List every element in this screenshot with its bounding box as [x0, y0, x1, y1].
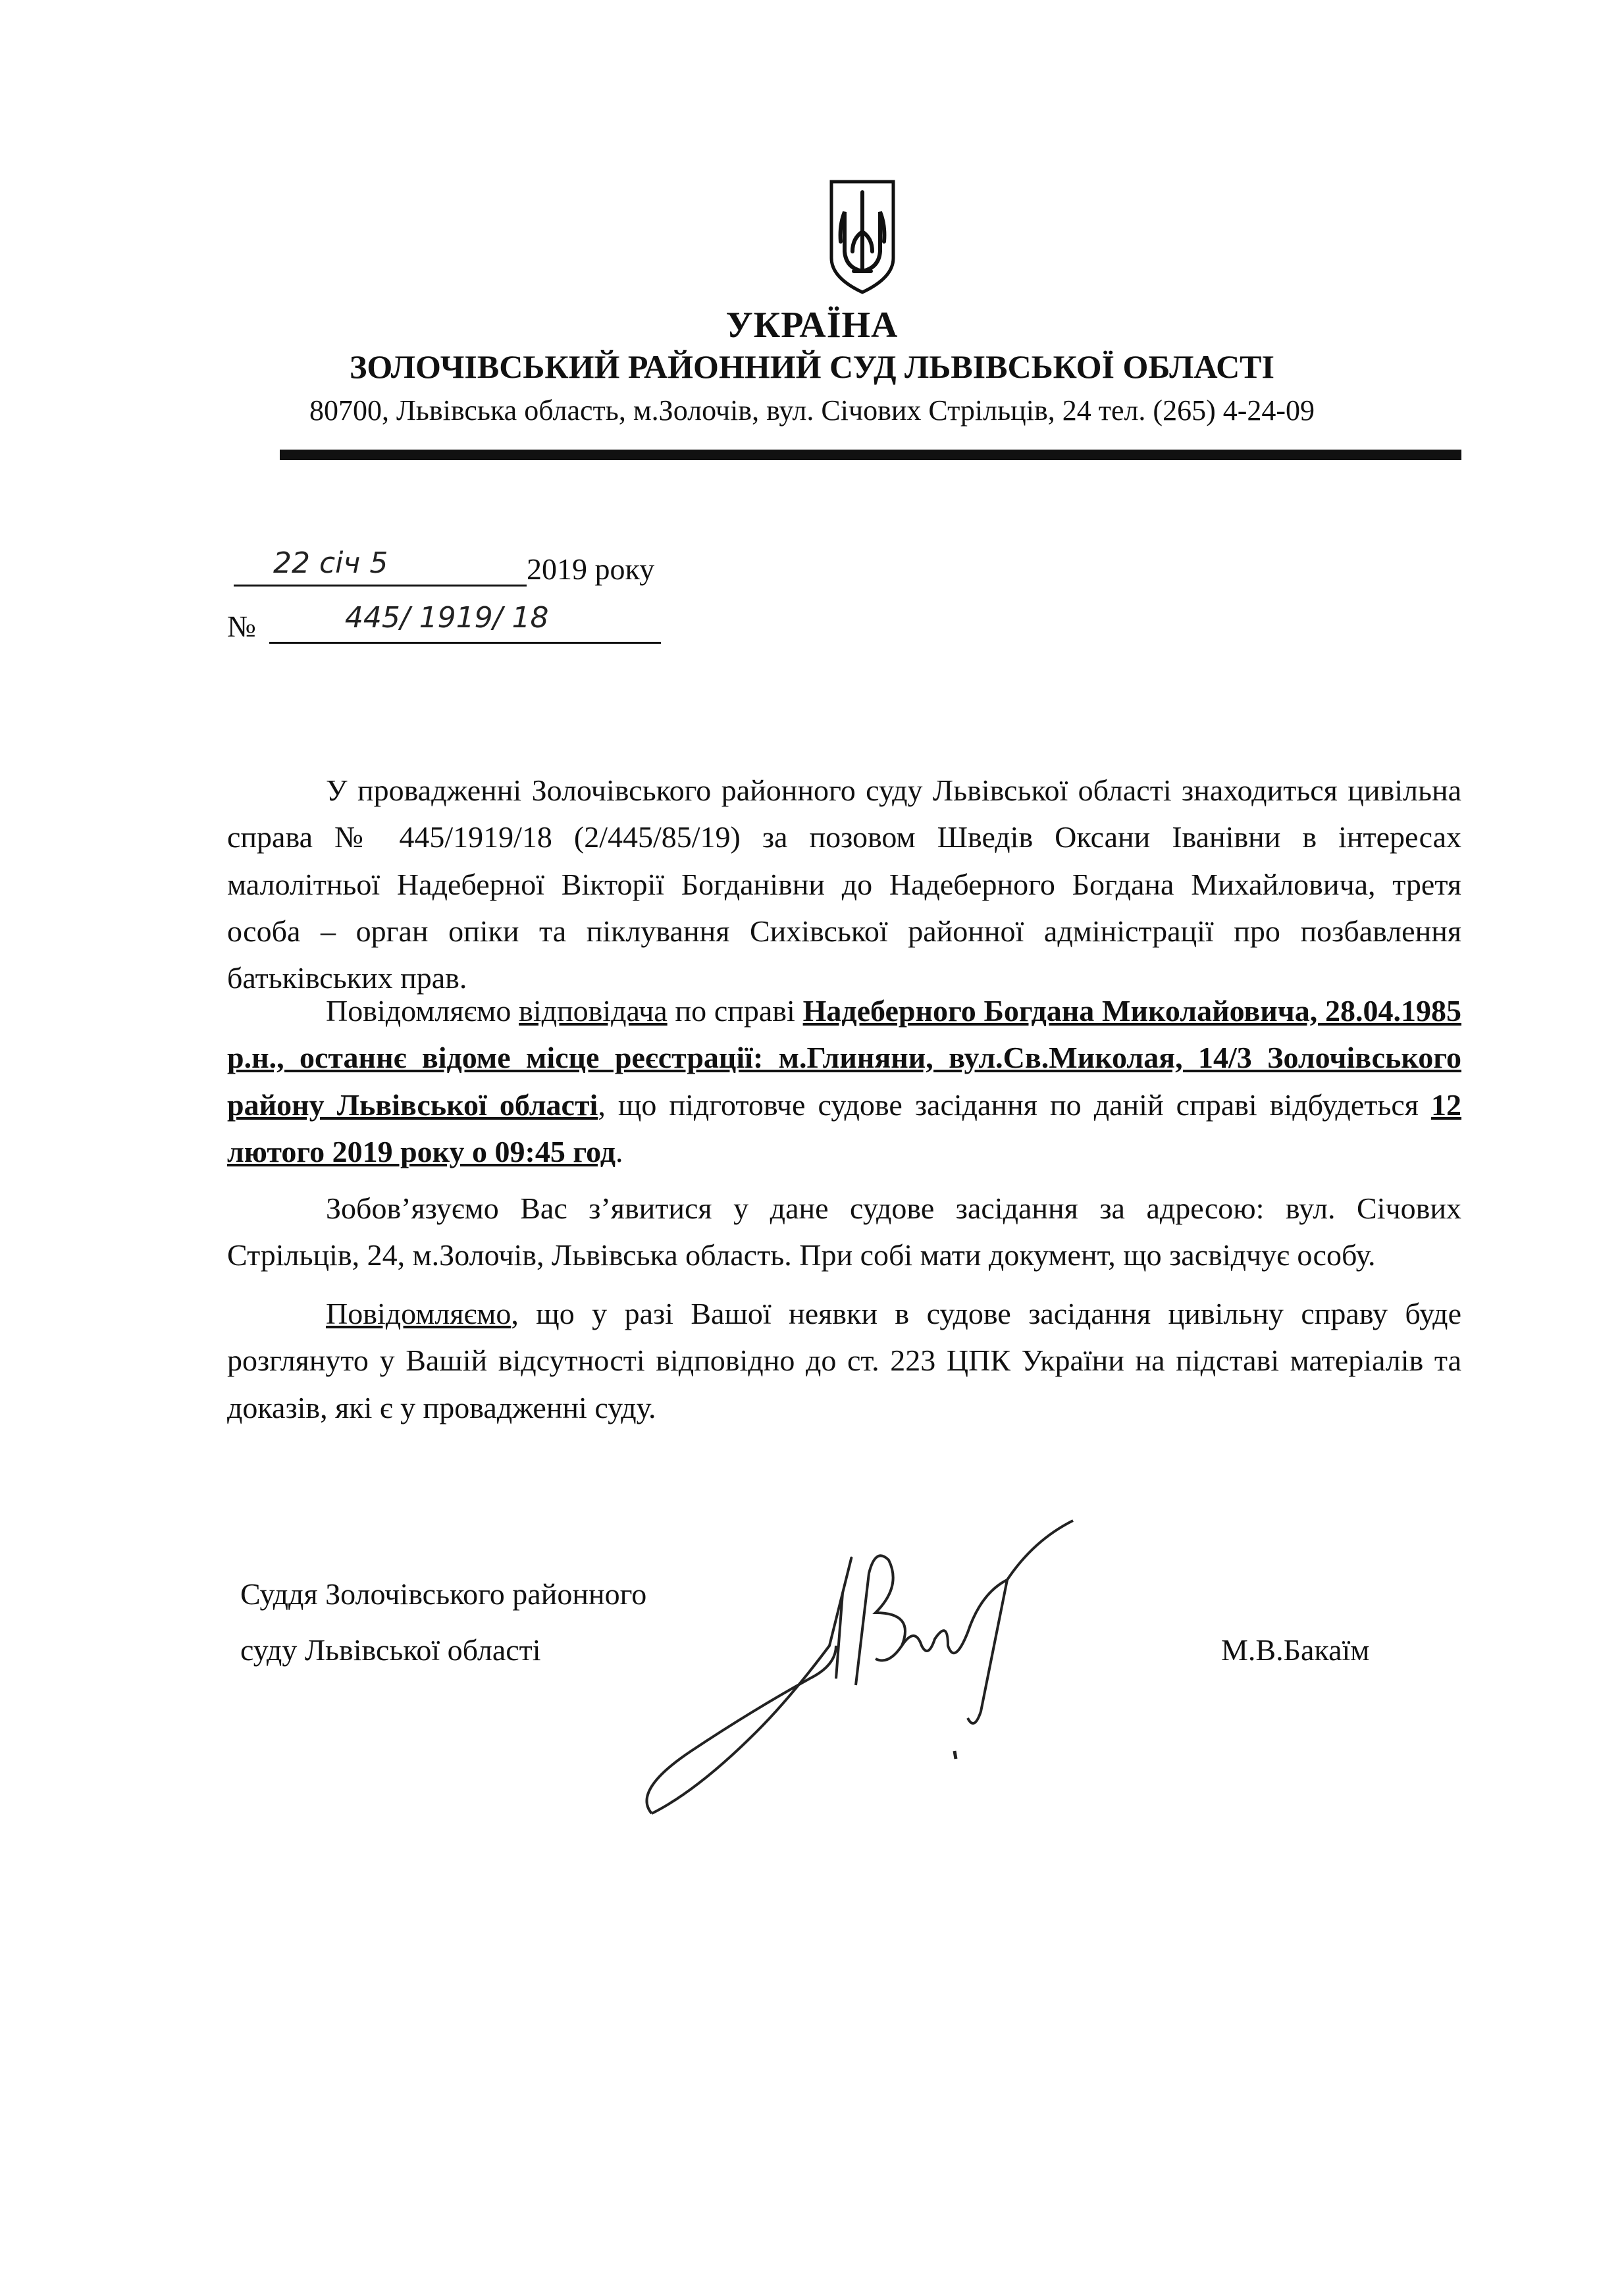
paragraph-warning [227, 1290, 1461, 1431]
paragraph-summons [227, 1185, 1461, 1279]
p2-hearing-datetime: 12 лютого 2019 року о 09:45 год [227, 1087, 1462, 1168]
handwritten-case-number: 445/ 1919/ 18 [344, 601, 549, 635]
paragraph-3-text: Зобов’язуємо Вас з’явитися у дане судове засідання за адресою: вул. Січових Стрільців, 24, м.Золочів, Львівська область. При собі мати документ, що засвідчує особу. [227, 1191, 1461, 1272]
p2-part-c: по справі [667, 994, 803, 1028]
country-title: УКРАЇНА [725, 305, 899, 346]
paragraph-notice [227, 987, 1461, 1175]
paragraph-case-info [227, 767, 1461, 1001]
p4-rest: , що у разі Вашої неявки в судове засідання цивільну справу буде розглянуто у Вашій відсутності відповідно до ст. 223 ЦПК України на підставі матеріалів та доказів, які є у провадженні суду. [227, 1297, 1461, 1424]
number-blank [269, 601, 661, 644]
p2-respondent-details: Надеберного Богдана Миколайовича, 28.04.1985 р.н., останнє відоме місце реєстрації: м.Глиняни, вул.Св.Миколая, 14/3 Золочівського району Львівської області [227, 994, 1461, 1122]
number-line [227, 601, 661, 644]
date-blank [234, 546, 527, 587]
court-name: ЗОЛОЧІВСЬКИЙ РАЙОННИЙ СУД ЛЬВІВСЬКОЇ ОБЛАСТІ [350, 348, 1274, 385]
number-prefix: № [227, 610, 256, 643]
judge-name: М.В.Бакаїм [1221, 1633, 1370, 1667]
p2-part-a: Повідомляємо [326, 994, 519, 1028]
date-line [234, 546, 655, 587]
date-suffix: 2019 року [527, 552, 655, 586]
p2-respondent-label: відповідача [519, 994, 668, 1028]
judge-title-line-1: Суддя Золочівського районного [240, 1577, 647, 1611]
judge-title-line-2: суду Львівської області [240, 1633, 541, 1667]
p2-part-e: , що підготовче судове засідання по даній справі відбудеться [598, 1087, 1432, 1122]
trident-icon [826, 179, 899, 295]
header-divider [280, 450, 1461, 460]
handwritten-signature [639, 1514, 1126, 1823]
paragraph-1-text: У провадженні Золочівського районного суду Львівської області знаходиться цивільна справа № 445/1919/18 (2/445/85/19) за позовом Шведів Оксани Іванівни в інтересах малолітньої Надеберної Вікторії Богданівни до Надеберного Богдана Михайловича, третя особа – орган опіки та піклування Сихівської районної адміністрації про позбавлення батьківських прав. [227, 773, 1461, 995]
court-address: 80700, Львівська область, м.Золочів, вул. Січових Стрільців, 24 тел. (265) 4-24-09 [309, 394, 1315, 427]
handwritten-date: 22 січ 5 [273, 546, 388, 580]
p4-notice-word: Повідомляємо [326, 1297, 511, 1330]
p2-part-g: . [616, 1134, 623, 1168]
